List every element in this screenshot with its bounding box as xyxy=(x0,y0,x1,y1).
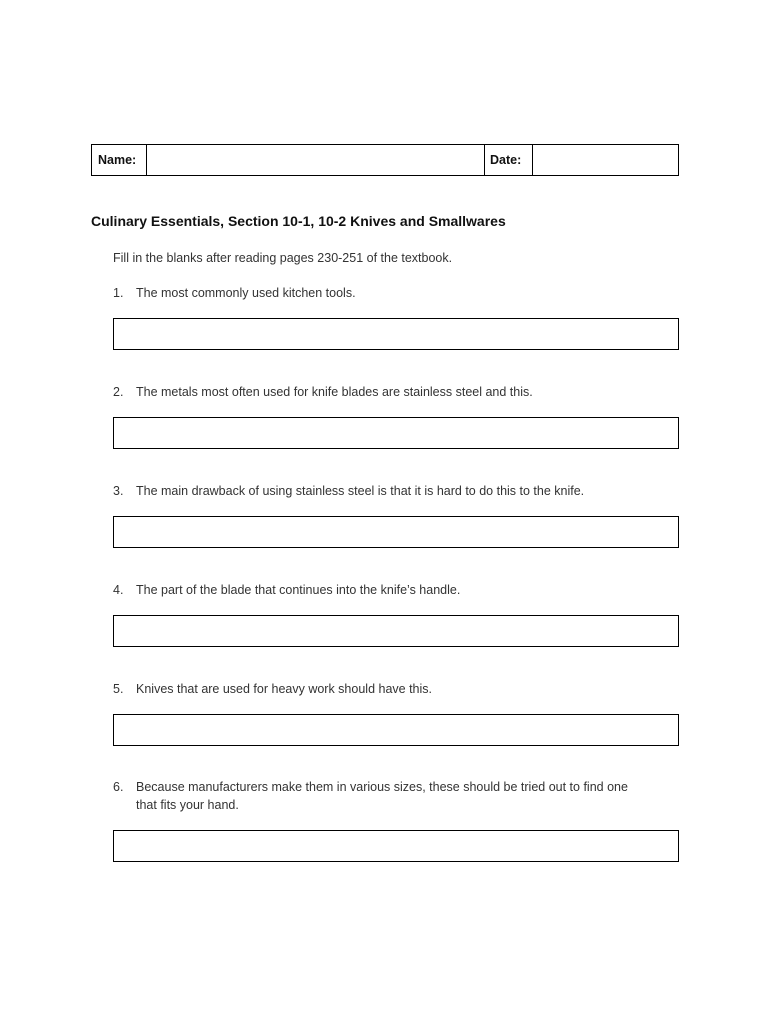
answer-box-3[interactable] xyxy=(113,516,679,548)
answer-box-5[interactable] xyxy=(113,714,679,746)
question-number: 2. xyxy=(113,385,124,399)
question-number: 1. xyxy=(113,286,124,300)
question-number: 4. xyxy=(113,583,124,597)
date-field[interactable] xyxy=(533,145,678,175)
question-text: The part of the blade that continues into the knife’s handle. xyxy=(136,583,461,597)
question-2 xyxy=(113,383,679,401)
page-title: Culinary Essentials, Section 10-1, 10-2 Knives and Smallwares xyxy=(91,213,506,229)
question-text: The metals most often used for knife blades are stainless steel and this. xyxy=(136,385,533,399)
name-field[interactable] xyxy=(147,145,485,175)
question-text: Knives that are used for heavy work should have this. xyxy=(136,682,432,696)
answer-box-1[interactable] xyxy=(113,318,679,350)
question-number: 6. xyxy=(113,780,124,794)
question-3 xyxy=(113,482,679,500)
name-date-table xyxy=(91,144,679,176)
question-number: 5. xyxy=(113,682,124,696)
instructions-text: Fill in the blanks after reading pages 230-251 of the textbook. xyxy=(113,251,453,265)
question-text: The main drawback of using stainless steel is that it is hard to do this to the knife. xyxy=(136,484,585,498)
question-text: Because manufacturers make them in various sizes, these should be tried out to find one that fits your hand. xyxy=(136,780,628,812)
question-4 xyxy=(113,581,679,599)
date-label: Date: xyxy=(485,145,533,175)
answer-box-4[interactable] xyxy=(113,615,679,647)
question-5 xyxy=(113,680,679,698)
question-text: The most commonly used kitchen tools. xyxy=(136,286,356,300)
question-number: 3. xyxy=(113,484,124,498)
question-6 xyxy=(113,778,679,814)
name-label: Name: xyxy=(92,145,147,175)
answer-box-6[interactable] xyxy=(113,830,679,862)
question-1 xyxy=(113,284,679,302)
answer-box-2[interactable] xyxy=(113,417,679,449)
